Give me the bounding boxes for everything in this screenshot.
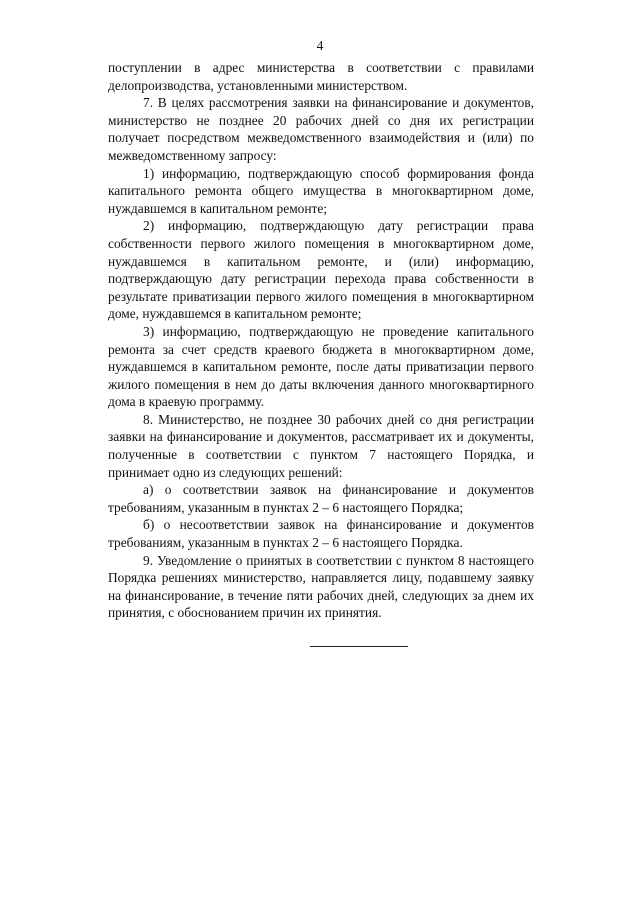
document-body	[108, 59, 534, 622]
paragraph-subitem-2: 2) информацию, подтверждающую дату регистрации права собственности первого жилого помещения в многоквартирном доме, нуждавшемся в капитальном ремонте, и (или) информацию, подтверждающую дату регистрации перехода права собственности в результате приватизации первого жилого помещения в многоквартирном доме, нуждавшемся в капитальном ремонте;	[108, 218, 534, 322]
end-of-document-line	[310, 646, 408, 647]
paragraph-subitem-3: 3) информацию, подтверждающую не проведение капитального ремонта за счет средств краевого бюджета в многоквартирном доме, нуждавшемся в капитальном ремонте, после даты приватизации первого жилого помещения в нем до даты включения данного многоквартирного дома в краевую программу.	[108, 323, 534, 410]
paragraph-subitem-b: б) о несоответствии заявок на финансирование и документов требованиям, указанным в пунктах 2 – 6 настоящего Порядка.	[108, 517, 534, 551]
paragraph-subitem-a: а) о соответствии заявок на финансирование и документов требованиям, указанным в пунктах 2 – 6 настоящего Порядка;	[108, 482, 534, 515]
paragraph-item-8: 8. Министерство, не позднее 30 рабочих дней со дня регистрации заявки на финансирование и документов, рассматривает их и документы, полученные в соответствии с пунктом 7 настоящего Порядка, и принимает одно из следующих решений:	[108, 411, 534, 480]
paragraph-item-7: 7. В целях рассмотрения заявки на финансирование и документов, министерство не позднее 20 рабочих дней со дня их регистрации получает посредством межведомственного взаимодействия и (или) по межведомственному запросу:	[108, 95, 534, 163]
paragraph-continuation: поступлении в адрес министерства в соответствии с правилами делопроизводства, установленными министерством.	[108, 60, 534, 93]
paragraph-item-9: 9. Уведомление о принятых в соответствии с пунктом 8 настоящего Порядка решениях министерство, направляется лицу, подавшему заявку на финансирование, в течение пяти рабочих дней, следующих за днем их принятия, с обоснованием причин их принятия.	[108, 552, 534, 621]
page-number: 4	[316, 38, 324, 53]
paragraph-subitem-1: 1) информацию, подтверждающую способ формирования фонда капитального ремонта общего имущества в многоквартирном доме, нуждавшемся в капитальном ремонте;	[108, 165, 534, 216]
